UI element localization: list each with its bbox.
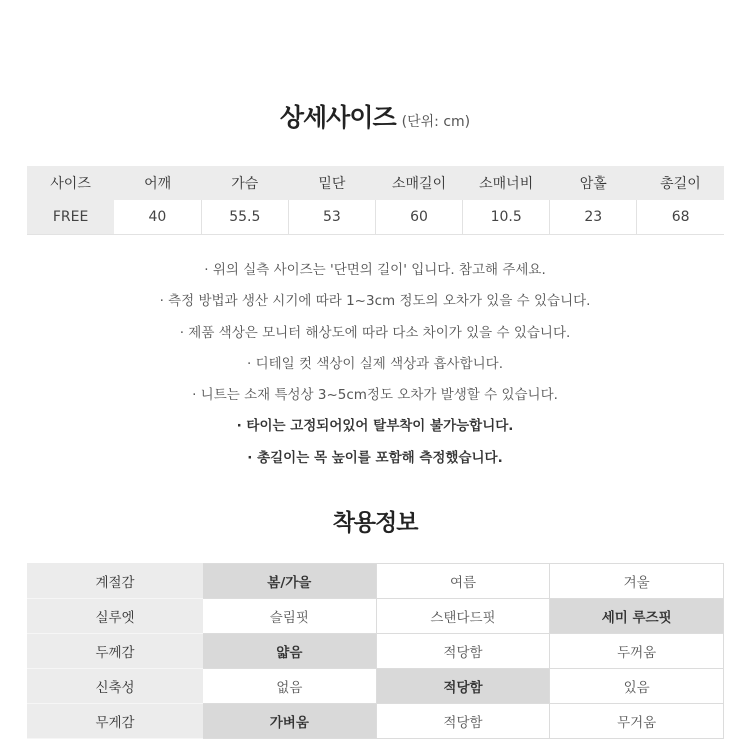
note-line-bold: · 총길이는 목 높이를 포함해 측정했습니다.: [247, 449, 503, 466]
size-header-cell: 사이즈: [27, 166, 114, 200]
wear-row: [28, 669, 724, 704]
note-line: · 디테일 컷 색상이 실제 색상과 흡사합니다.: [246, 355, 504, 372]
wear-option: 적당함: [376, 669, 550, 704]
wear-row-label: 신축성: [28, 669, 203, 704]
wear-option: 슬림핏: [203, 599, 377, 634]
wear-option: 없음: [203, 669, 377, 704]
size-cell: 60: [376, 200, 463, 235]
size-table: [27, 166, 724, 235]
size-header-cell: 총길이: [637, 166, 724, 200]
wear-option: 봄/가을: [203, 564, 377, 599]
wear-option: 세미 루즈핏: [550, 599, 724, 634]
wear-row-label: 실루엣: [28, 599, 203, 634]
size-cell: 10.5: [463, 200, 550, 235]
size-header-cell: 밑단: [288, 166, 375, 200]
size-header-cell: 암홀: [550, 166, 637, 200]
wear-title-row: [0, 504, 750, 537]
size-table-header-row: [27, 166, 724, 200]
wear-option: 얇음: [203, 634, 377, 669]
size-section-title: 상세사이즈: [279, 103, 396, 132]
size-cell-label: FREE: [27, 200, 114, 235]
note-line-bold: · 타이는 고정되어있어 탈부착이 불가능합니다.: [236, 418, 514, 435]
size-cell: 55.5: [201, 200, 288, 235]
wear-option: 여름: [376, 564, 550, 599]
wear-row: [28, 564, 724, 599]
wear-option: 적당함: [376, 634, 550, 669]
size-notes: [0, 258, 750, 477]
size-header-cell: 소매길이: [376, 166, 463, 200]
size-cell: 53: [288, 200, 375, 235]
wear-option: 적당함: [376, 704, 550, 739]
size-header-cell: 가슴: [201, 166, 288, 200]
wear-row-label: 두께감: [28, 634, 203, 669]
size-cell: 68: [637, 200, 724, 235]
wear-row-label: 계절감: [28, 564, 203, 599]
size-header-cell: 소매너비: [463, 166, 550, 200]
note-line: · 니트는 소재 특성상 3~5cm정도 오차가 발생할 수 있습니다.: [192, 387, 558, 404]
wear-option: 있음: [550, 669, 724, 704]
size-title-row: [0, 98, 750, 134]
wear-row: [28, 599, 724, 634]
wear-row: [28, 704, 724, 739]
wear-option: 가벼움: [203, 704, 377, 739]
wear-info-table: [27, 563, 724, 739]
wear-section-title: 착용정보: [332, 510, 418, 536]
size-cell: 23: [550, 200, 637, 235]
note-line: · 제품 색상은 모니터 해상도에 따라 다소 차이가 있을 수 있습니다.: [179, 324, 571, 341]
wear-option: 스탠다드핏: [376, 599, 550, 634]
wear-row-label: 무게감: [28, 704, 203, 739]
size-table-row: [27, 200, 724, 235]
wear-row: [28, 634, 724, 669]
note-line: · 위의 실측 사이즈는 '단면의 길이' 입니다. 참고해 주세요.: [204, 262, 546, 278]
size-cell: 40: [114, 200, 201, 235]
size-header-cell: 어깨: [114, 166, 201, 200]
wear-option: 겨울: [550, 564, 724, 599]
size-unit-label: (단위: cm): [401, 114, 471, 130]
note-line: · 측정 방법과 생산 시기에 따라 1~3cm 정도의 오차가 있을 수 있습니다.: [159, 293, 591, 310]
wear-option: 무거움: [550, 704, 724, 739]
wear-option: 두꺼움: [550, 634, 724, 669]
